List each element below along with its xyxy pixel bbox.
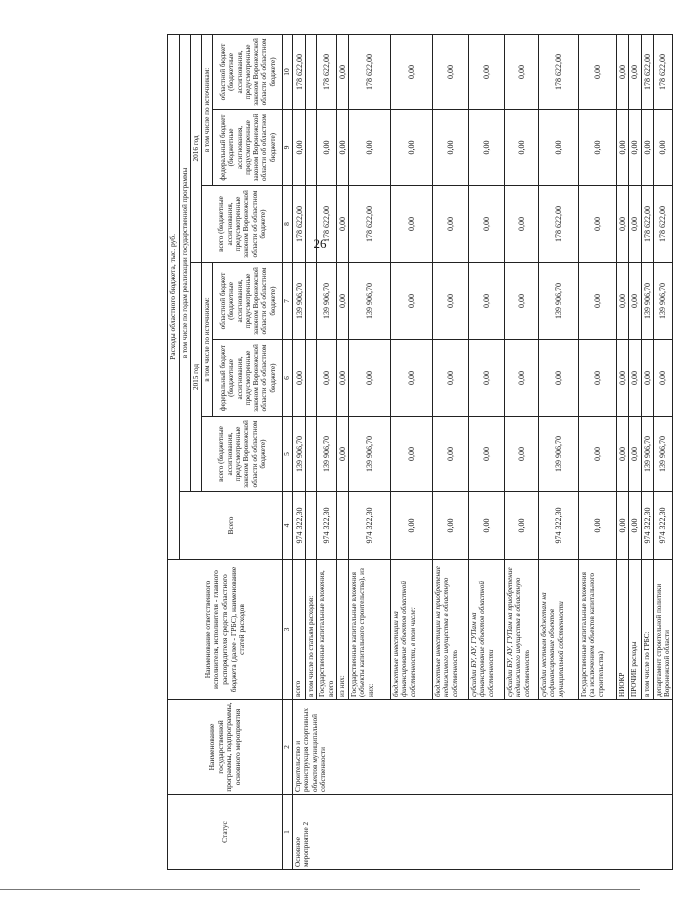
value-cell: 0,00 <box>539 340 579 417</box>
value-cell <box>306 417 317 492</box>
value-cell: 0,00 <box>391 263 433 340</box>
value-cell: 0,00 <box>469 263 505 340</box>
value-cell: 178 622,00 <box>293 34 306 109</box>
column-number: 7 <box>283 263 293 340</box>
program-cell: Строительство и реконструкция спортивных объектов муниципальной собственности <box>293 700 673 795</box>
column-number: 10 <box>283 34 293 109</box>
value-cell: 0,00 <box>433 340 469 417</box>
value-cell: 0,00 <box>391 110 433 186</box>
expense-label-cell: в том числе по ГРБС: <box>641 560 653 700</box>
value-cell: 0,00 <box>641 340 653 417</box>
expense-label-cell: в том числе по статьям расходов: <box>306 560 317 700</box>
value-cell: 974 322,30 <box>641 492 653 560</box>
value-cell: 139 906,70 <box>539 417 579 492</box>
column-number: 4 <box>283 492 293 560</box>
expense-label-cell: Государственные капитальные вложения, всего <box>317 560 337 700</box>
value-cell: 0,00 <box>653 110 673 186</box>
value-cell: 0,00 <box>349 340 391 417</box>
value-cell: 0,00 <box>579 110 617 186</box>
expense-label-cell: из них: <box>336 560 348 700</box>
value-cell: 974 322,30 <box>653 492 673 560</box>
value-cell: 0,00 <box>469 186 505 263</box>
expense-label-cell: бюджетные инвестиции на финансирование объектов областной собственности, в том числе: <box>391 560 433 700</box>
value-cell: 178 622,00 <box>641 186 653 263</box>
value-cell: 0,00 <box>469 110 505 186</box>
value-cell: 178 622,00 <box>539 34 579 109</box>
expense-label-cell: субсидии БУ, АУ, ГУПам на приобретение недвижимого имущества в областную собственность <box>505 560 539 700</box>
page-number: 26 <box>313 236 327 251</box>
value-cell: 178 622,00 <box>317 34 337 109</box>
value-cell: 0,00 <box>317 340 337 417</box>
expense-label-cell: субсидии БУ, АУ, ГУПам на финансирование объектов областной собственности <box>469 560 505 700</box>
value-cell: 0,00 <box>293 110 306 186</box>
header-status: Статус <box>168 795 283 870</box>
expense-label-cell: ПРОЧИЕ расходы <box>629 560 641 700</box>
value-cell: 0,00 <box>505 34 539 109</box>
value-cell: 139 906,70 <box>539 263 579 340</box>
header-expenses-title: Расходы областного бюджета, тыс. руб. <box>168 34 180 559</box>
column-number: 5 <box>283 417 293 492</box>
value-cell: 0,00 <box>433 34 469 109</box>
expense-label-cell: департамент строительной политики Воронежской области <box>653 560 673 700</box>
value-cell <box>306 492 317 560</box>
expense-label-cell: Государственные капитальные вложения (объекты капитального строительства), из них: <box>349 560 391 700</box>
value-cell: 0,00 <box>629 340 641 417</box>
value-cell: 139 906,70 <box>641 263 653 340</box>
value-cell: 0,00 <box>293 340 306 417</box>
value-cell: 178 622,00 <box>317 186 337 263</box>
table-body <box>293 34 673 869</box>
value-cell: 0,00 <box>629 186 641 263</box>
value-cell: 0,00 <box>617 417 629 492</box>
value-cell: 0,00 <box>433 186 469 263</box>
expense-label-cell: субсидии местным бюджетам на софинансирование объектов муниципальной собственности <box>539 560 579 700</box>
value-cell: 139 906,70 <box>317 263 337 340</box>
expense-label-cell: всего <box>293 560 306 700</box>
budget-table <box>167 34 673 870</box>
value-cell: 0,00 <box>629 492 641 560</box>
value-cell: 0,00 <box>579 492 617 560</box>
value-cell: 0,00 <box>336 340 348 417</box>
header-total: Всего <box>179 492 283 560</box>
expense-label-cell: НИОКР <box>617 560 629 700</box>
value-cell: 0,00 <box>391 492 433 560</box>
rotated-table-container <box>167 35 671 870</box>
value-cell: 0,00 <box>629 417 641 492</box>
value-cell: 974 322,30 <box>293 492 306 560</box>
column-number: 2 <box>283 700 293 795</box>
value-cell: 178 622,00 <box>653 34 673 109</box>
header-executor: Наименование ответственного исполнителя, исполнителя - главного распорядителя средств областного бюджета (далее - ГРБС), наименование статей расходов <box>168 560 283 700</box>
header-federal-2015: федеральный бюджет (бюджетные ассигнования, предусмотренные законом Воронежской области об областном бюджете) <box>213 340 283 417</box>
value-cell <box>306 110 317 186</box>
value-cell: 0,00 <box>336 186 348 263</box>
value-cell: 0,00 <box>579 34 617 109</box>
expense-label-cell: Государственные капитальные вложения (за исключением объектов капитального строительства) <box>579 560 617 700</box>
value-cell: 0,00 <box>579 186 617 263</box>
value-cell: 0,00 <box>539 110 579 186</box>
value-cell: 0,00 <box>391 186 433 263</box>
value-cell: 0,00 <box>617 186 629 263</box>
value-cell: 0,00 <box>433 492 469 560</box>
value-cell: 0,00 <box>336 34 348 109</box>
value-cell: 0,00 <box>617 110 629 186</box>
value-cell: 139 906,70 <box>317 417 337 492</box>
value-cell: 0,00 <box>617 492 629 560</box>
value-cell: 0,00 <box>433 417 469 492</box>
table-header <box>168 34 293 869</box>
value-cell: 139 906,70 <box>653 417 673 492</box>
value-cell: 0,00 <box>336 417 348 492</box>
value-cell: 0,00 <box>617 340 629 417</box>
value-cell: 139 906,70 <box>349 263 391 340</box>
value-cell: 0,00 <box>505 186 539 263</box>
value-cell: 0,00 <box>579 340 617 417</box>
value-cell: 139 906,70 <box>349 417 391 492</box>
value-cell: 139 906,70 <box>293 263 306 340</box>
value-cell: 178 622,00 <box>349 186 391 263</box>
status-cell: Основное мероприятие 2 <box>293 795 673 870</box>
value-cell: 0,00 <box>469 340 505 417</box>
value-cell: 178 622,00 <box>349 34 391 109</box>
value-cell <box>306 34 317 109</box>
value-cell: 0,00 <box>505 340 539 417</box>
value-cell: 0,00 <box>579 417 617 492</box>
header-year-2015: 2015 год <box>190 263 201 492</box>
header-sources-2015: в том числе по источникам: <box>202 263 213 417</box>
value-cell: 0,00 <box>629 34 641 109</box>
column-number-row <box>283 34 293 869</box>
value-cell: 0,00 <box>629 110 641 186</box>
value-cell: 0,00 <box>391 34 433 109</box>
value-cell: 0,00 <box>617 263 629 340</box>
column-number: 6 <box>283 340 293 417</box>
value-cell: 0,00 <box>653 340 673 417</box>
bottom-rule <box>0 889 640 890</box>
expense-label-cell: бюджетные инвестиции на приобретение недвижимого имущества в областную собственность <box>433 560 469 700</box>
value-cell: 0,00 <box>617 34 629 109</box>
value-cell: 0,00 <box>641 110 653 186</box>
header-regional-2015: областной бюджет (бюджетные ассигнования, предусмотренные законом Воронежской области об областном бюджете) <box>213 263 283 340</box>
value-cell <box>306 340 317 417</box>
value-cell: 974 322,30 <box>349 492 391 560</box>
value-cell: 0,00 <box>579 263 617 340</box>
value-cell: 0,00 <box>505 417 539 492</box>
value-cell: 139 906,70 <box>293 417 306 492</box>
column-number: 3 <box>283 560 293 700</box>
header-year-2016: 2016 год <box>190 34 201 262</box>
value-cell: 0,00 <box>391 417 433 492</box>
value-cell: 0,00 <box>505 110 539 186</box>
value-cell: 0,00 <box>336 263 348 340</box>
value-cell: 178 622,00 <box>653 186 673 263</box>
value-cell: 178 622,00 <box>641 34 653 109</box>
value-cell: 0,00 <box>505 263 539 340</box>
header-regional-2016: областной бюджет (бюджетные ассигнования, предусмотренные законом Воронежской области об областном бюджете) <box>213 34 283 109</box>
value-cell <box>336 492 348 560</box>
value-cell: 0,00 <box>391 340 433 417</box>
value-cell: 178 622,00 <box>539 186 579 263</box>
value-cell: 0,00 <box>336 110 348 186</box>
value-cell: 139 906,70 <box>653 263 673 340</box>
header-program-name: Наименование государственной программы, подпрограммы, основного мероприятия <box>168 700 283 795</box>
header-total-sources-2016: всего (бюджетные ассигнования, предусмотренные законом Воронежской области об областном бюджете) <box>202 186 283 263</box>
value-cell: 974 322,30 <box>539 492 579 560</box>
value-cell: 0,00 <box>433 110 469 186</box>
header-federal-2016: федеральный бюджет (бюджетные ассигнования, предусмотренные законом Воронежской области об областном бюджете) <box>213 110 283 186</box>
column-number: 1 <box>283 795 293 870</box>
value-cell: 0,00 <box>505 492 539 560</box>
header-by-years: в том числе по годам реализации государственной программы <box>179 34 190 491</box>
column-number: 9 <box>283 110 293 186</box>
header-total-sources-2015: всего (бюджетные ассигнования, предусмотренные законом Воронежской области об областном бюджете) <box>202 417 283 492</box>
value-cell: 0,00 <box>469 492 505 560</box>
value-cell: 0,00 <box>433 263 469 340</box>
column-number: 8 <box>283 186 293 263</box>
value-cell <box>306 263 317 340</box>
value-cell: 178 622,00 <box>293 186 306 263</box>
value-cell: 0,00 <box>349 110 391 186</box>
value-cell: 0,00 <box>469 34 505 109</box>
header-sources-2016: в том числе по источникам: <box>202 34 213 185</box>
value-cell: 0,00 <box>317 110 337 186</box>
value-cell: 139 906,70 <box>641 417 653 492</box>
value-cell <box>306 186 317 263</box>
value-cell: 0,00 <box>469 417 505 492</box>
value-cell: 974 322,30 <box>317 492 337 560</box>
value-cell: 0,00 <box>629 263 641 340</box>
table-row <box>293 34 306 869</box>
